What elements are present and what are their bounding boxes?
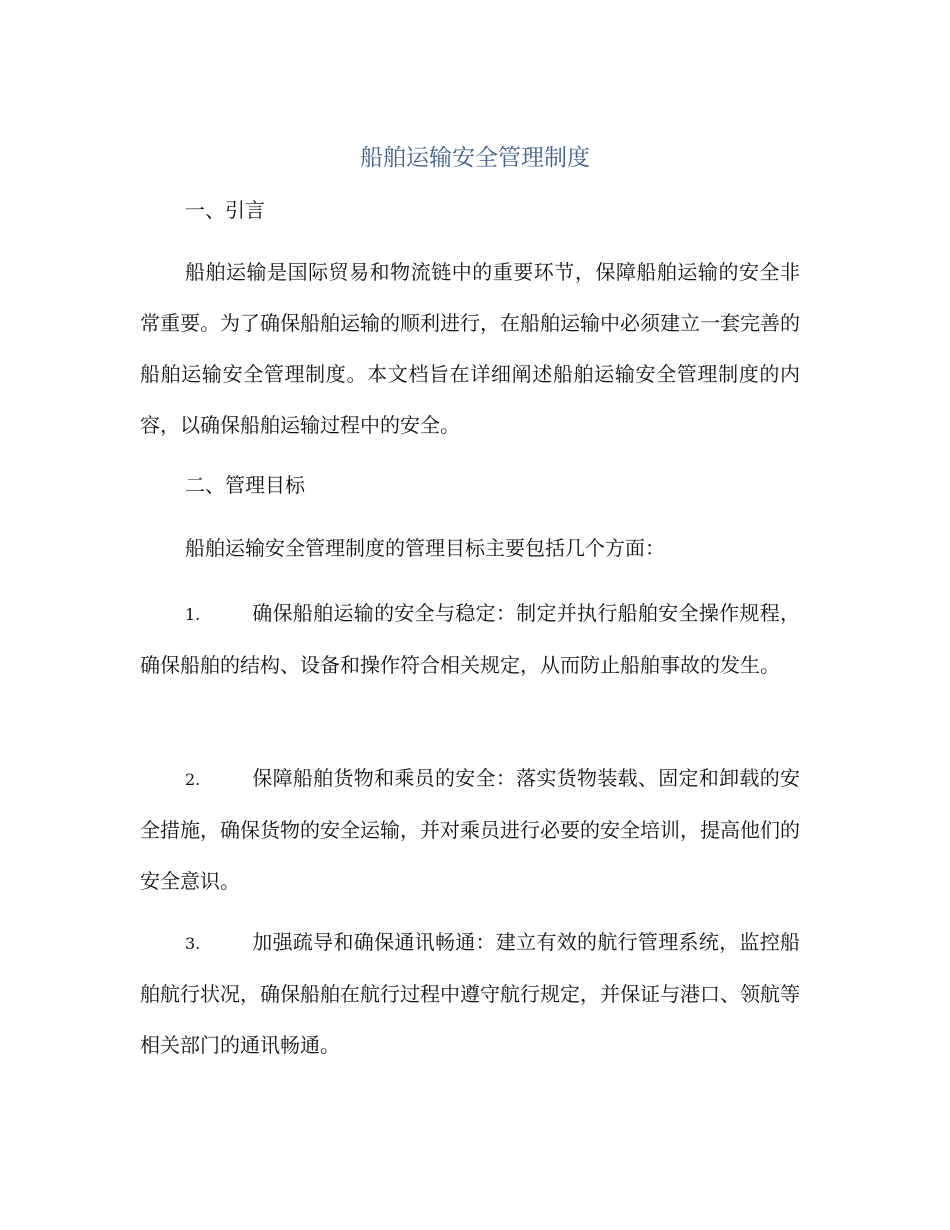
section-heading-introduction: 一、引言 [185,198,265,222]
list-item-number: 3. [185,934,201,953]
management-goals-paragraph: 船舶运输安全管理制度的管理目标主要包括几个方面： [185,536,665,560]
list-item [140,588,800,691]
list-item [140,917,800,1071]
list-item-text: 保障船舶货物和乘员的安全：落实货物装载、固定和卸载的安全措施，确保货物的安全运输，并对乘员进行必要的安全培训，提高他们的安全意识。 [140,766,800,893]
list-item-number: 1. [185,605,201,624]
introduction-paragraph: 船舶运输是国际贸易和物流链中的重要环节，保障船舶运输的安全非常重要。为了确保船舶运输的顺利进行，在船舶运输中必须建立一套完善的船舶运输安全管理制度。本文档旨在详细阐述船舶运输安全管理制度的内容，以确保船舶运输过程中的安全。 [140,260,800,437]
list-item-number: 2. [185,770,201,789]
section-heading-management-goals: 二、管理目标 [185,473,305,497]
list-item-text: 加强疏导和确保通讯畅通：建立有效的航行管理系统，监控船舶航行状况，确保船舶在航行过程中遵守航行规定，并保证与港口、领航等相关部门的通讯畅通。 [140,930,800,1057]
document-title: 船舶运输安全管理制度 [360,145,590,171]
list-item [140,753,800,907]
list-item-text: 确保船舶运输的安全与稳定：制定并执行船舶安全操作规程，确保船舶的结构、设备和操作符合相关规定，从而防止船舶事故的发生。 [140,601,800,677]
